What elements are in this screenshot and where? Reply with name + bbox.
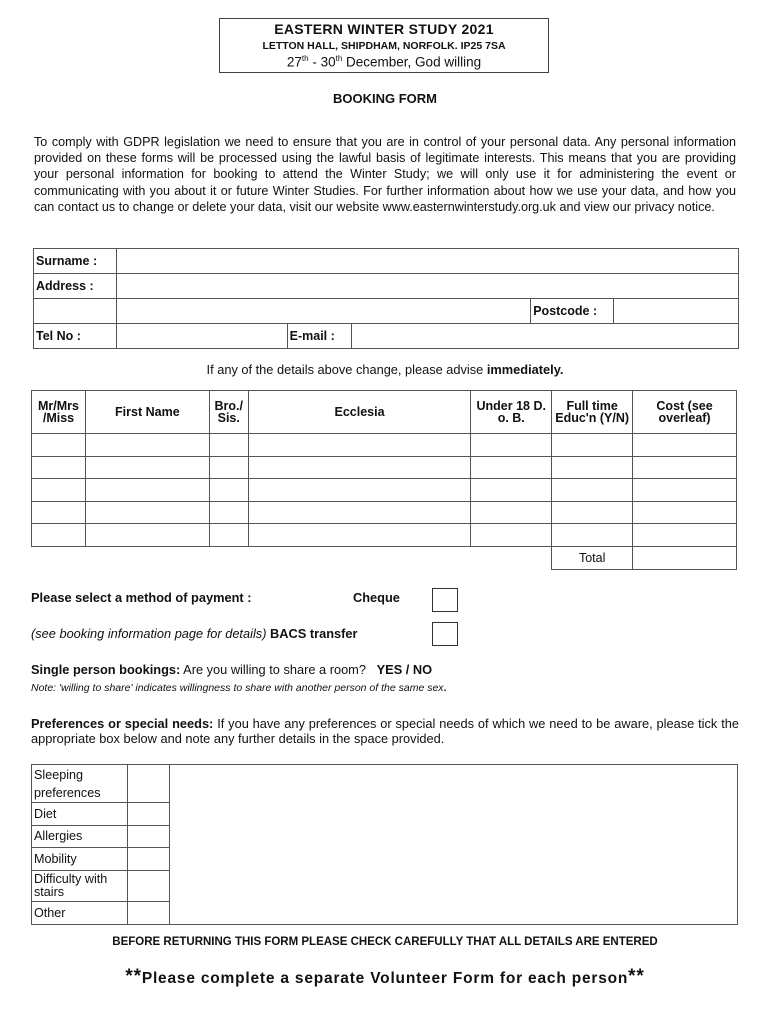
cell[interactable] xyxy=(633,434,737,457)
single-booking-question: Single person bookings: Are you willing to share a room? YES / NO xyxy=(31,662,433,677)
table-row xyxy=(32,434,737,457)
total-field[interactable] xyxy=(633,546,737,569)
volunteer-notice: **Please complete a separate Volunteer Form for each person** xyxy=(125,966,645,987)
table-row xyxy=(32,479,737,502)
pref-mobility-label: Mobility xyxy=(32,848,128,871)
header-box xyxy=(219,18,549,73)
yes-no-options[interactable]: YES / NO xyxy=(376,662,433,677)
cell[interactable] xyxy=(209,456,248,479)
cell[interactable] xyxy=(471,501,552,524)
address-label-blank xyxy=(34,299,117,324)
check-details-notice: BEFORE RETURNING THIS FORM PLEASE CHECK CAREFULLY THAT ALL DETAILS ARE ENTERED xyxy=(112,936,658,948)
cell[interactable] xyxy=(85,501,209,524)
attendees-table xyxy=(31,390,737,570)
address-field-line2[interactable] xyxy=(116,299,530,324)
gdpr-notice: To comply with GDPR legislation we need to ensure that you are in control of your personal data. Any personal information provided on these forms will be processed using the lawful basis of legitimate interests. This means that you are providing your personal information for booking to attend the Winter Study; we will only use it for administering the event or communicating with you about it or future Winter Studies. For further information about how we use your data, and how you can contact us to change or delete your data, visit our website www.easternwinterstudy.org.uk and view our privacy notice. xyxy=(34,135,736,214)
tel-field[interactable] xyxy=(116,324,287,349)
cell[interactable] xyxy=(552,434,633,457)
cheque-checkbox[interactable] xyxy=(432,588,458,612)
postcode-label: Postcode : xyxy=(531,299,614,324)
cell[interactable] xyxy=(552,456,633,479)
cell[interactable] xyxy=(633,524,737,547)
pref-stairs-label: Difficulty with stairs xyxy=(32,870,128,902)
bacs-row: (see booking information page for details) BACS transfer xyxy=(31,626,358,641)
cell[interactable] xyxy=(32,524,86,547)
cell[interactable] xyxy=(633,501,737,524)
pref-diet-label: Diet xyxy=(32,803,128,826)
event-address: LETTON HALL, SHIPDHAM, NORFOLK. IP25 7SA xyxy=(262,40,506,52)
pref-allergies-label: Allergies xyxy=(32,825,128,848)
cell[interactable] xyxy=(633,479,737,502)
cell[interactable] xyxy=(248,501,471,524)
form-title: BOOKING FORM xyxy=(333,91,437,106)
email-field[interactable] xyxy=(351,324,738,349)
pref-allergies-checkbox[interactable] xyxy=(128,825,170,848)
share-note: Note: 'willing to share' indicates willingness to share with another person of the same sex. xyxy=(31,682,447,694)
event-dates: 27th - 30th December, God willing xyxy=(286,54,482,70)
cell[interactable] xyxy=(248,456,471,479)
cell[interactable] xyxy=(471,479,552,502)
cell[interactable] xyxy=(248,524,471,547)
cell[interactable] xyxy=(85,456,209,479)
cell[interactable] xyxy=(248,479,471,502)
postcode-field[interactable] xyxy=(614,299,739,324)
tel-label: Tel No : xyxy=(34,324,117,349)
col-cost: Cost (see overleaf) xyxy=(633,391,737,434)
email-label: E-mail : xyxy=(287,324,351,349)
cell[interactable] xyxy=(85,479,209,502)
cheque-label: Cheque xyxy=(353,590,400,605)
pref-diet-checkbox[interactable] xyxy=(128,803,170,826)
pref-sleeping-checkbox[interactable] xyxy=(128,765,170,803)
cell[interactable] xyxy=(209,434,248,457)
total-label: Total xyxy=(552,546,633,569)
cell[interactable] xyxy=(32,456,86,479)
cell[interactable] xyxy=(552,524,633,547)
cell[interactable] xyxy=(552,479,633,502)
table-row xyxy=(32,501,737,524)
pref-stairs-checkbox[interactable] xyxy=(128,870,170,902)
cell[interactable] xyxy=(471,434,552,457)
pref-sleeping-label: Sleeping preferences xyxy=(32,765,128,803)
payment-label: Please select a method of payment : xyxy=(31,590,252,605)
surname-field[interactable] xyxy=(116,249,738,274)
cell[interactable] xyxy=(552,501,633,524)
col-under18: Under 18 D. o. B. xyxy=(471,391,552,434)
blank xyxy=(32,546,552,569)
pref-other-label: Other xyxy=(32,902,128,925)
cell[interactable] xyxy=(32,434,86,457)
cell[interactable] xyxy=(85,434,209,457)
preferences-details-area[interactable] xyxy=(170,765,738,925)
cell[interactable] xyxy=(209,501,248,524)
cell[interactable] xyxy=(209,524,248,547)
cell[interactable] xyxy=(32,479,86,502)
cell[interactable] xyxy=(471,456,552,479)
cell[interactable] xyxy=(248,434,471,457)
contact-details-table xyxy=(33,248,739,349)
bacs-checkbox[interactable] xyxy=(432,622,458,646)
advise-note: If any of the details above change, please advise immediately. xyxy=(206,362,564,377)
address-field-line1[interactable] xyxy=(116,274,738,299)
table-row xyxy=(32,524,737,547)
pref-mobility-checkbox[interactable] xyxy=(128,848,170,871)
cell[interactable] xyxy=(471,524,552,547)
cell[interactable] xyxy=(633,456,737,479)
address-label: Address : xyxy=(34,274,117,299)
table-row xyxy=(32,456,737,479)
col-first-name: First Name xyxy=(85,391,209,434)
col-fulltime: Full time Educ'n (Y/N) xyxy=(552,391,633,434)
cell[interactable] xyxy=(85,524,209,547)
pref-other-checkbox[interactable] xyxy=(128,902,170,925)
cell[interactable] xyxy=(32,501,86,524)
preferences-table xyxy=(31,764,738,925)
col-title: Mr/Mrs /Miss xyxy=(32,391,86,434)
cell[interactable] xyxy=(209,479,248,502)
event-title: EASTERN WINTER STUDY 2021 xyxy=(274,21,494,37)
col-ecclesia: Ecclesia xyxy=(248,391,471,434)
preferences-intro: Preferences or special needs: If you have any preferences or special needs of which we need to be aware, please tick the appropriate box below and note any further details in the space provided. xyxy=(31,716,739,746)
surname-label: Surname : xyxy=(34,249,117,274)
col-bro-sis: Bro./ Sis. xyxy=(209,391,248,434)
total-row xyxy=(32,546,737,569)
